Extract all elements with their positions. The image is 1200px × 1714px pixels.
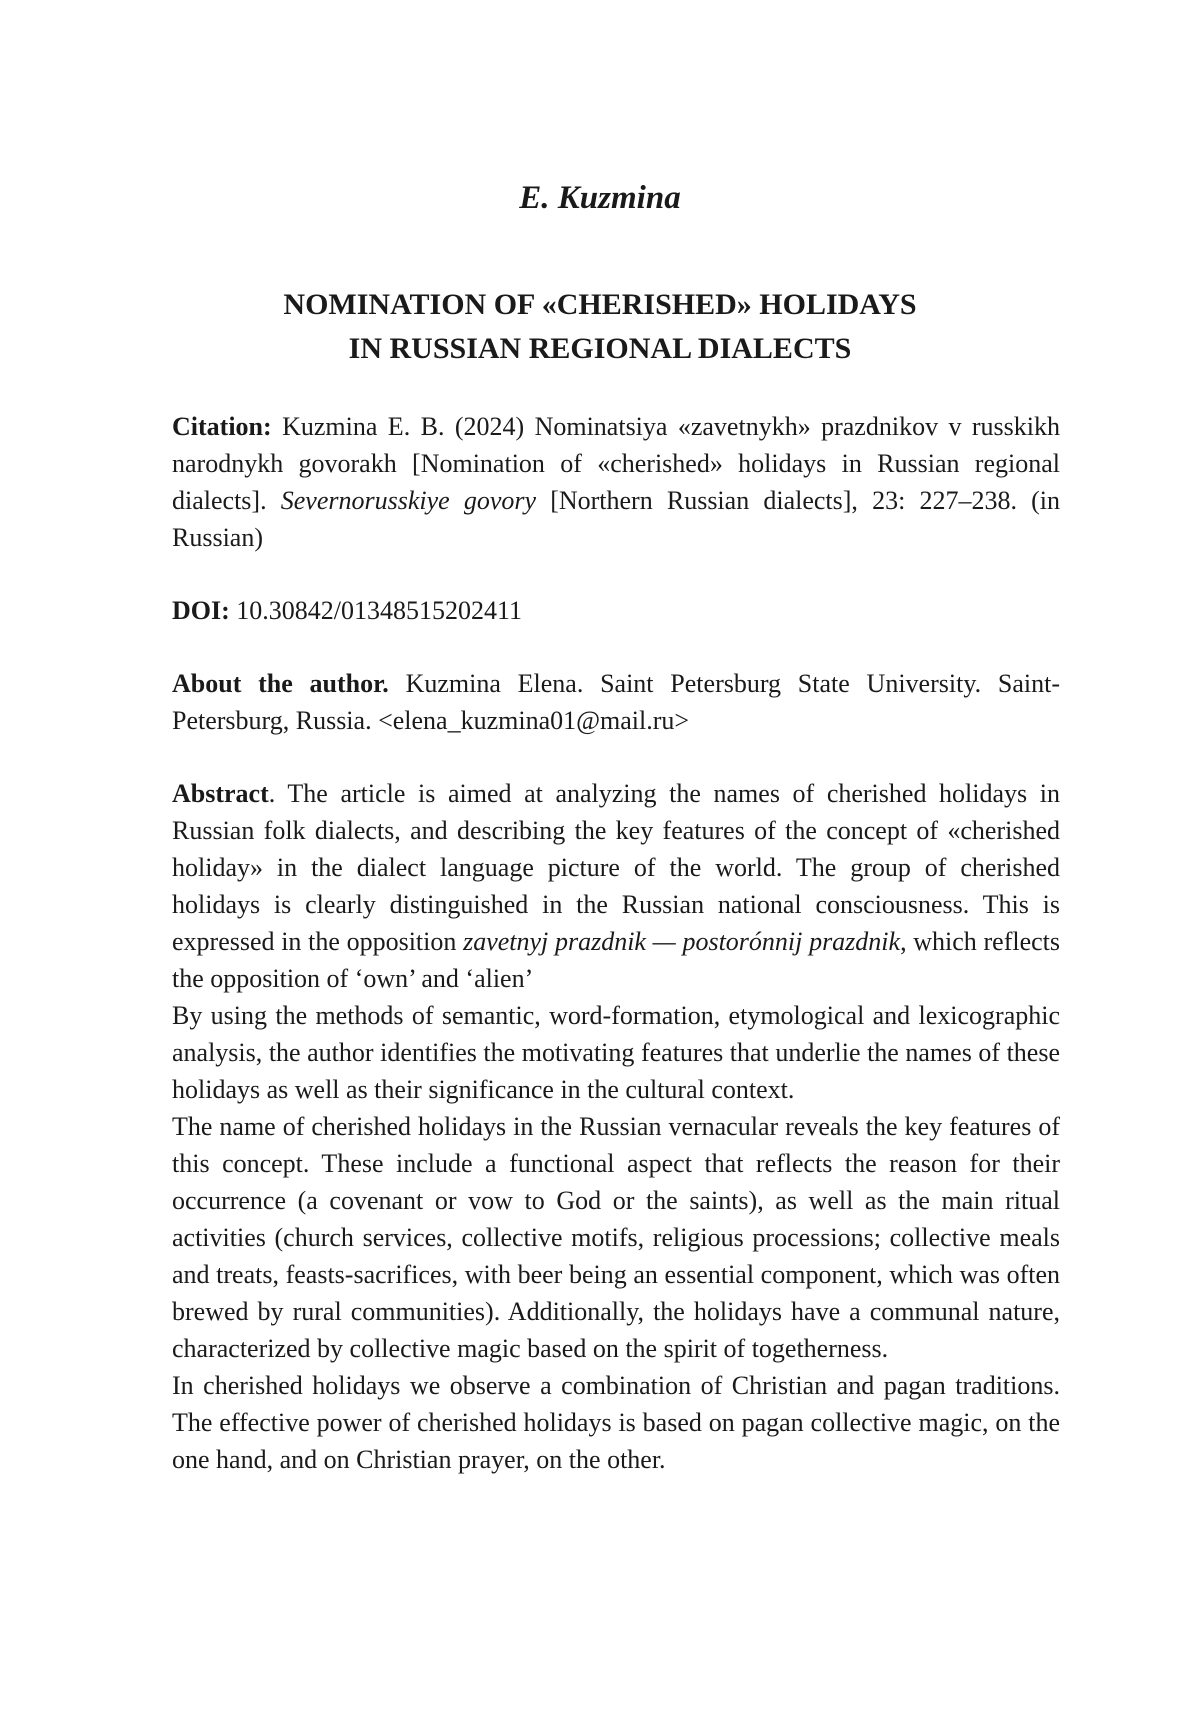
abstract-paragraph-3: The name of cherished holidays in the Russian vernacular reveals the key features of this concept. These include a functional aspect that reflects the reason for their occurrence (a covenant or vow to God or the saints), as well as the main ritual activities (church services, collective motifs, religious processions; collective meals and treats, feasts-sacrifices, with beer being an essential component, which was often brewed by rural communities). Additionally, the holidays have a communal nature, characterized by collective magic based on the spirit of togetherness. bbox=[172, 1112, 1060, 1363]
about-author-label: About the author. bbox=[172, 669, 389, 698]
article-body bbox=[172, 408, 1060, 1478]
citation-label: Citation: bbox=[172, 412, 272, 441]
doi-label: DOI: bbox=[172, 596, 230, 625]
title-line-2: IN RUSSIAN REGIONAL DIALECTS bbox=[348, 332, 852, 365]
abstract-text-1: . The article is aimed at analyzing the names of cherished holidays in Russian folk dialects, and describing the key features of the concept of «cherished holiday» in the dialect language picture of the world. The group of cherished holidays is clearly distinguished in the Russian national consciousness. This is expressed in the opposition bbox=[172, 779, 1060, 956]
abstract-paragraph-4: In cherished holidays we observe a combination of Christian and pagan traditions. The effective power of cherished holidays is based on pagan collective magic, on the one hand, and on Christian prayer, on the other. bbox=[172, 1371, 1060, 1474]
abstract-paragraph-2: By using the methods of semantic, word-formation, etymological and lexicographic analysis, the author identifies the motivating features that underlie the names of these holidays as well as their significance in the cultural context. bbox=[172, 1001, 1060, 1104]
citation-text: Kuzmina E. B. (2024) Nominatsiya «zavetnykh» prazdnikov v russkikh narodnykh govorakh [Nomination of «cherished» holidays in Russian regional dialects]. bbox=[172, 412, 1061, 515]
abstract-text-1-end: , which reflects the opposition of ‘own’ and ‘alien’ bbox=[172, 927, 1061, 993]
about-author-paragraph bbox=[172, 665, 1060, 739]
article-title bbox=[0, 283, 1200, 371]
doi-value: 10.30842/01348515202411 bbox=[236, 596, 523, 625]
abstract-paragraph-1 bbox=[172, 775, 1060, 997]
citation-text-end: [Northern Russian dialects], 23: 227–238. (in Russian) bbox=[172, 486, 1060, 552]
title-line-1: NOMINATION OF «CHERISHED» HOLIDAYS bbox=[283, 288, 917, 321]
abstract-opposition-term: zavetnyj prazdnik — postorónnij prazdnik bbox=[463, 927, 901, 956]
abstract-label: Abstract bbox=[172, 779, 269, 808]
author-name: E. Kuzmina bbox=[519, 180, 681, 216]
citation-journal: Severnorusskiye govory bbox=[280, 486, 537, 515]
citation-paragraph bbox=[172, 408, 1060, 556]
doi-paragraph bbox=[172, 592, 1060, 629]
about-author-text: Kuzmina Elena. Saint Petersburg State University. Saint-Petersburg, Russia. <elena_kuzmina01@mail.ru> bbox=[172, 669, 1060, 735]
